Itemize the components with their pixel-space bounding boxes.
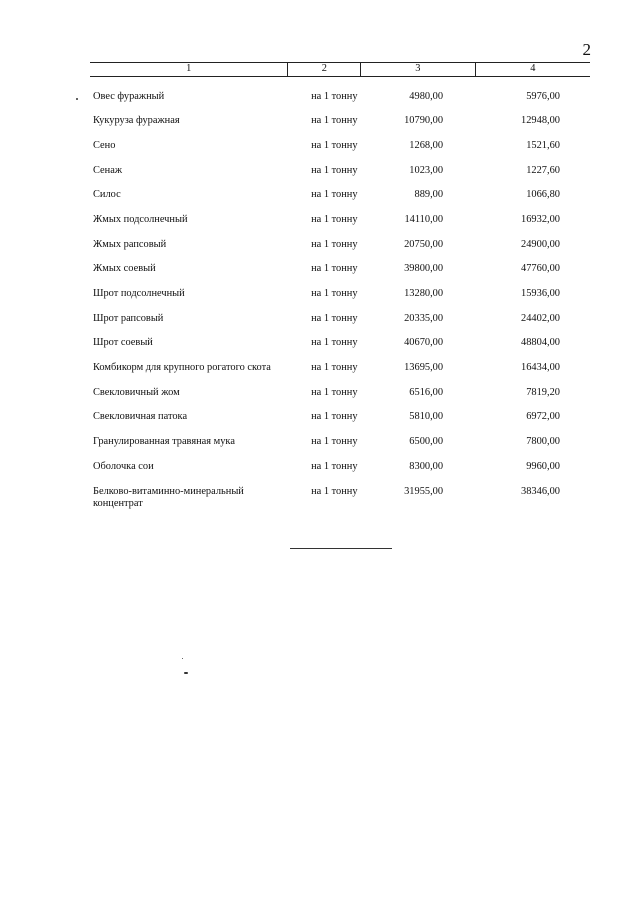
product-name-cell: Свекловичный жом bbox=[93, 386, 180, 398]
table-row bbox=[90, 76, 590, 115]
product-name-cell: Жмых рапсовый bbox=[93, 238, 167, 250]
price-col4-cell: 6972,00 bbox=[526, 411, 560, 423]
table-row bbox=[90, 362, 590, 387]
table-row bbox=[90, 461, 590, 486]
unit-cell: на 1 тонну bbox=[311, 115, 358, 127]
unit-cell: на 1 тонну bbox=[311, 312, 358, 324]
end-of-document-line bbox=[290, 548, 392, 549]
price-col3-cell: 10790,00 bbox=[404, 115, 444, 127]
price-col3-cell: 4980,00 bbox=[409, 90, 444, 102]
scan-speck bbox=[184, 672, 188, 674]
product-name-cell: Сено bbox=[93, 139, 116, 151]
price-col3-cell: 5810,00 bbox=[409, 411, 444, 423]
unit-cell: на 1 тонну bbox=[311, 238, 358, 250]
table-row bbox=[90, 313, 590, 338]
unit-cell: на 1 тонну bbox=[311, 485, 358, 497]
table-row bbox=[90, 263, 590, 288]
price-col3-cell: 889,00 bbox=[414, 189, 444, 201]
table-row bbox=[90, 214, 590, 239]
product-name-cell: Силос bbox=[93, 189, 121, 201]
unit-cell: на 1 тонну bbox=[311, 164, 358, 176]
price-col4-cell: 5976,00 bbox=[526, 90, 560, 102]
unit-cell: на 1 тонну bbox=[311, 90, 358, 102]
unit-cell: на 1 тонну bbox=[311, 460, 358, 472]
product-name-cell: Гранулированная травяная мука bbox=[93, 436, 235, 448]
unit-cell: на 1 тонну bbox=[311, 411, 358, 423]
unit-cell: на 1 тонну bbox=[311, 337, 358, 349]
scan-speck bbox=[76, 98, 78, 100]
product-name-cell: Овес фуражный bbox=[93, 90, 165, 102]
table-row bbox=[90, 436, 590, 461]
price-col4-cell: 24900,00 bbox=[521, 238, 560, 250]
table-row bbox=[90, 189, 590, 214]
price-col3-cell: 1268,00 bbox=[409, 139, 444, 151]
price-col4-cell: 12948,00 bbox=[521, 115, 560, 127]
unit-cell: на 1 тонну bbox=[311, 263, 358, 275]
price-col4-cell: 24402,00 bbox=[521, 312, 560, 324]
price-col4-cell: 1227,60 bbox=[526, 164, 560, 176]
table-row bbox=[90, 115, 590, 140]
table-body bbox=[90, 76, 590, 511]
unit-cell: на 1 тонну bbox=[311, 436, 358, 448]
price-col4-cell: 1521,60 bbox=[526, 139, 560, 151]
product-name-cell: Свекловичная патока bbox=[93, 411, 188, 423]
price-col3-cell: 20750,00 bbox=[404, 238, 444, 250]
unit-cell: на 1 тонну bbox=[311, 213, 358, 225]
unit-cell: на 1 тонну bbox=[311, 386, 358, 398]
price-col4-cell: 48804,00 bbox=[521, 337, 560, 349]
page-number: 2 bbox=[582, 40, 591, 59]
price-col3-cell: 13695,00 bbox=[404, 362, 444, 374]
table-header bbox=[90, 63, 590, 77]
price-col3-cell: 20335,00 bbox=[404, 312, 444, 324]
column-header-4: 4 bbox=[475, 63, 590, 77]
price-col3-cell: 6516,00 bbox=[409, 386, 444, 398]
price-col4-cell: 7800,00 bbox=[526, 436, 560, 448]
table-row bbox=[90, 239, 590, 264]
table-row bbox=[90, 486, 590, 511]
scan-speck bbox=[182, 658, 183, 659]
price-col3-cell: 1023,00 bbox=[409, 164, 444, 176]
product-name-cell: Сенаж bbox=[93, 164, 123, 176]
price-col4-cell: 9960,00 bbox=[526, 460, 560, 472]
table-row bbox=[90, 140, 590, 165]
price-col3-cell: 39800,00 bbox=[404, 263, 444, 275]
price-col4-cell: 15936,00 bbox=[521, 288, 560, 299]
unit-cell: на 1 тонну bbox=[311, 139, 358, 151]
column-header-3: 3 bbox=[361, 63, 475, 77]
product-name-cell: Кукуруза фуражная bbox=[93, 115, 180, 127]
product-name-cell: Жмых соевый bbox=[93, 263, 156, 275]
price-col4-cell: 16434,00 bbox=[521, 362, 560, 374]
table-row bbox=[90, 387, 590, 412]
price-col4-cell: 47760,00 bbox=[521, 263, 560, 275]
product-name-cell: Комбикорм для крупного рогатого скота bbox=[93, 362, 271, 374]
price-col3-cell: 31955,00 bbox=[404, 485, 444, 497]
unit-cell: на 1 тонну bbox=[311, 288, 358, 299]
price-col3-cell: 6500,00 bbox=[409, 436, 444, 448]
price-col4-cell: 1066,80 bbox=[526, 189, 560, 201]
price-col4-cell: 7819,20 bbox=[526, 386, 560, 398]
price-col3-cell: 40670,00 bbox=[404, 337, 444, 349]
table-row bbox=[90, 411, 590, 436]
unit-cell: на 1 тонну bbox=[311, 189, 358, 201]
table-row bbox=[90, 337, 590, 362]
table-header-row bbox=[90, 63, 590, 77]
product-name-cell: Шрот подсолнечный bbox=[93, 288, 185, 299]
unit-cell: на 1 тонну bbox=[311, 362, 358, 374]
price-table bbox=[90, 62, 590, 511]
product-name-cell: Шрот рапсовый bbox=[93, 312, 164, 324]
product-name-cell: Белково-витаминно-минеральный концентрат bbox=[93, 485, 244, 509]
price-col3-cell: 14110,00 bbox=[404, 213, 444, 225]
table-row bbox=[90, 288, 590, 313]
column-header-1: 1 bbox=[90, 63, 288, 77]
price-col3-cell: 8300,00 bbox=[409, 460, 444, 472]
column-header-2: 2 bbox=[288, 63, 361, 77]
product-name-cell: Оболочка сои bbox=[93, 460, 154, 472]
price-col3-cell: 13280,00 bbox=[404, 288, 444, 299]
price-col4-cell: 16932,00 bbox=[521, 213, 560, 225]
product-name-cell: Жмых подсолнечный bbox=[93, 213, 188, 225]
product-name-cell: Шрот соевый bbox=[93, 337, 153, 349]
table-row bbox=[90, 165, 590, 190]
price-col4-cell: 38346,00 bbox=[521, 485, 560, 497]
